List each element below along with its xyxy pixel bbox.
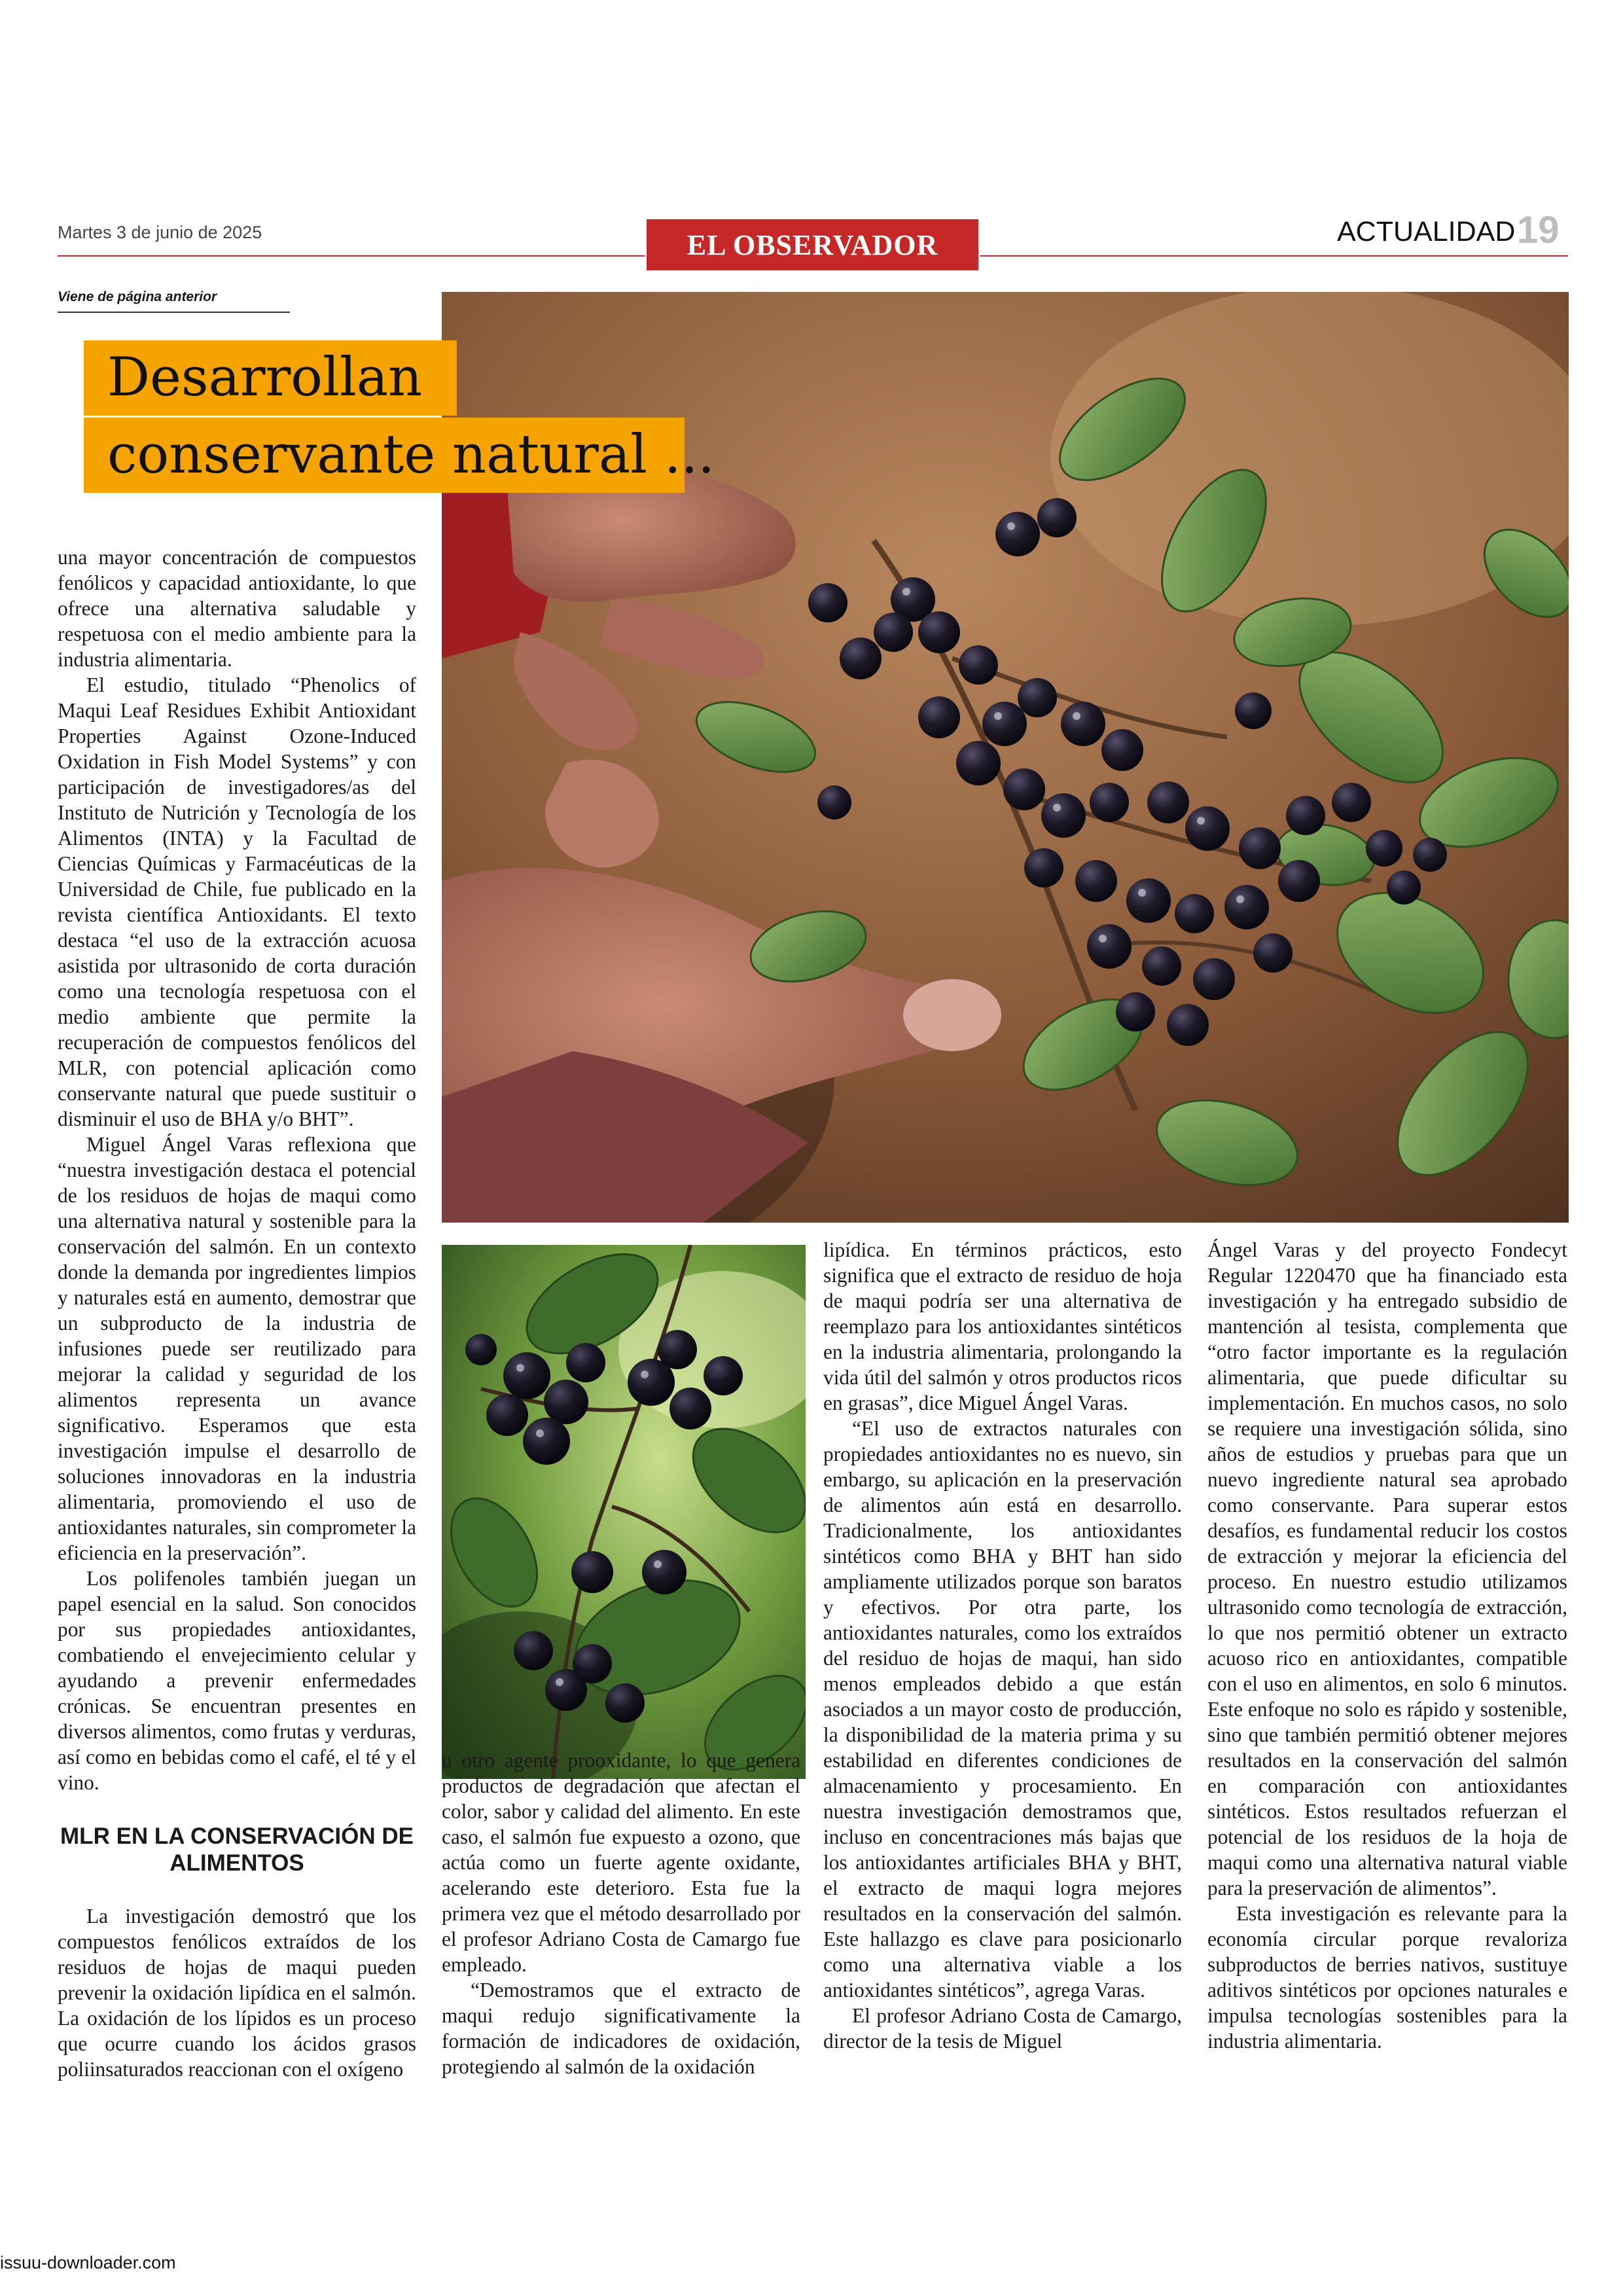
paragraph: lipídica. En términos prácticos, esto significa que el extracto de residuo de hoja de maqui podría ser una alternativa de reemplazo para los antioxidantes sintéticos en la industria alimentaria, prolongando la vida útil del salmón y otros productos ricos en grasas”, dice Miguel Ángel Varas. xyxy=(823,1238,1182,1414)
article-column-4 xyxy=(1207,1237,1567,2054)
article-column-1 xyxy=(58,545,416,1795)
headline-line-2: conservante natural ... xyxy=(84,418,685,493)
paragraph: Los polifenoles también juegan un papel esencial en la salud. Son conocidos por sus propiedades antioxidantes, combatiendo el envejecimiento celular y ayudando a prevenir enfermedades crónicas. Se encuentran presentes en diversos alimentos, como frutas y verduras, así como en bebidas como el café, el té y el vino. xyxy=(58,1567,416,1794)
secondary-photo-maqui-berries xyxy=(442,1245,806,1779)
section-subhead: MLR EN LA CONSERVACIÓN DE ALIMENTOS xyxy=(60,1823,414,1876)
paragraph: El profesor Adriano Costa de Camargo, director de la tesis de Miguel xyxy=(823,2004,1182,2053)
paragraph: “El uso de extractos naturales con propiedades antioxidantes no es nuevo, sin embargo, su aplicación en la preservación de alimentos aún está en desarrollo. Tradicionalmente, los antioxidantes sintéticos como BHA y BHT han sido ampliamente utilizados porque son baratos y efectivos. Por otra parte, los antioxidantes naturales, como los extraídos del residuo de hojas de maqui, han sido menos empleados debido a que están asociados a un mayor costo de producción, la disponibilidad de la materia prima y su estabilidad en diferentes condiciones de almacenamiento y procesamiento. En nuestra investigación demostramos que, incluso en concentraciones más bajas que los antioxidantes artificiales BHA y BHT, el extracto de maqui logra mejores resultados en la conservación del salmón. Este hallazgo es clave para posicionarlo como una alternativa viable a los antioxidantes sintéticos”, agrega Varas. xyxy=(823,1417,1182,2001)
paragraph: Esta investigación es relevante para la economía circular porque revaloriza subproductos de berries nativos, sustituye aditivos sintéticos por opciones naturales e impulsa tecnologías sostenibles para la industria alimentaria. xyxy=(1207,1902,1567,2053)
watermark-text: issuu-downloader.com xyxy=(0,2253,176,2272)
issue-date: Martes 3 de junio de 2025 xyxy=(58,223,262,242)
paragraph: Ángel Varas y del proyecto Fondecyt Regular 1220470 que ha financiado esta investigación y ha entregado subsidio de mantención al tesista, complementa que “otro factor importante es la regulación alimentaria, que puede dificultar su implementación. En muchos casos, no solo se requiere una investigación sólida, sino años de estudios y pruebas para que un nuevo ingrediente natural sea aprobado como conservante. Para superar estos desafíos, es fundamental reducir los costos de extracción y mejorar la eficiencia del proceso. En nuestro estudio utilizamos ultrasonido como tecnología de extracción, lo que nos permitió obtener un extracto acuoso rico en antioxidantes, compatible con el uso en alimentos, en solo 6 minutos. Este enfoque no solo es rápido y sostenible, sino que también permitió obtener mejores resultados en la conservación del salmón en comparación con antioxidantes sintéticos. Estos resultados refuerzan el potencial de los residuos de la hoja de maqui como una alternativa natural viable para la preservación de alimentos”. xyxy=(1207,1238,1567,1899)
paragraph: u otro agente prooxidante, lo que genera productos de degradación que afectan el color, sabor y calidad del alimento. En este caso, el salmón fue expuesto a ozono, que actúa como un fuerte agente oxidante, acelerando este deterioro. Esta fue la primera vez que el método desarrollado por el profesor Adriano Costa de Camargo fue empleado. xyxy=(442,1749,800,1976)
paragraph: La investigación demostró que los compuestos fenólicos extraídos de los residuos de hojas de maqui pueden prevenir la oxidación lipídica en el salmón. La oxidación de los lípidos es un proceso que ocurre cuando los ácidos grasos poliinsaturados reaccionan con el oxígeno xyxy=(58,1905,416,2081)
masthead: EL OBSERVADOR xyxy=(647,219,978,270)
section-name: ACTUALIDAD xyxy=(1337,216,1516,247)
article-column-1-continued xyxy=(58,1903,416,2082)
kicker-rule xyxy=(58,312,290,313)
headline-line-1: Desarrollan xyxy=(84,340,457,416)
paragraph: “Demostramos que el extracto de maqui redujo significativamente la formación de indicadores de oxidación, protegiendo al salmón de la oxidación xyxy=(442,1979,800,2078)
article-column-2 xyxy=(442,1748,800,2079)
page-number: 19 xyxy=(1517,209,1560,251)
continued-kicker: Viene de página anterior xyxy=(58,289,217,304)
paragraph: una mayor concentración de compuestos fenólicos y capacidad antioxidante, lo que ofrece una alternativa saludable y respetuosa con el medio ambiente para la industria alimentaria. xyxy=(58,546,416,671)
paragraph: Miguel Ángel Varas reflexiona que “nuestra investigación destaca el potencial de los residuos de hojas de maqui como una alternativa natural y sostenible para la conservación del salmón. En un contexto donde la demanda por ingredientes limpios y naturales está en aumento, demostrar que un subproducto de la industria de infusiones puede ser reutilizado para mejorar la calidad y seguridad de los alimentos representa un avance significativo. Esperamos que esta investigación impulse el desarrollo de soluciones innovadoras en la industria alimentaria, promoviendo el uso de antioxidantes naturales, sin comprometer la eficiencia en la preservación”. xyxy=(58,1133,416,1564)
paragraph: El estudio, titulado “Phenolics of Maqui Leaf Residues Exhibit Antioxidant Properties Against Ozone-Induced Oxidation in Fish Model Systems” y con participación de investigadores/as del Instituto de Nutrición y Tecnología de los Alimentos (INTA) y la Facultad de Ciencias Químicas y Farmacéuticas de la Universidad de Chile, fue publicado en la revista científica Antioxidants. El texto destaca “el uso de la extracción acuosa asistida por ultrasonido de corta duración como una tecnología respetuosa con el medio ambiente que permite la recuperación de compuestos fenólicos del MLR, con potencial aplicación como conservante natural que puede sustituir o disminuir el uso de BHA y/o BHT”. xyxy=(58,673,416,1130)
article-column-3 xyxy=(823,1237,1182,2054)
